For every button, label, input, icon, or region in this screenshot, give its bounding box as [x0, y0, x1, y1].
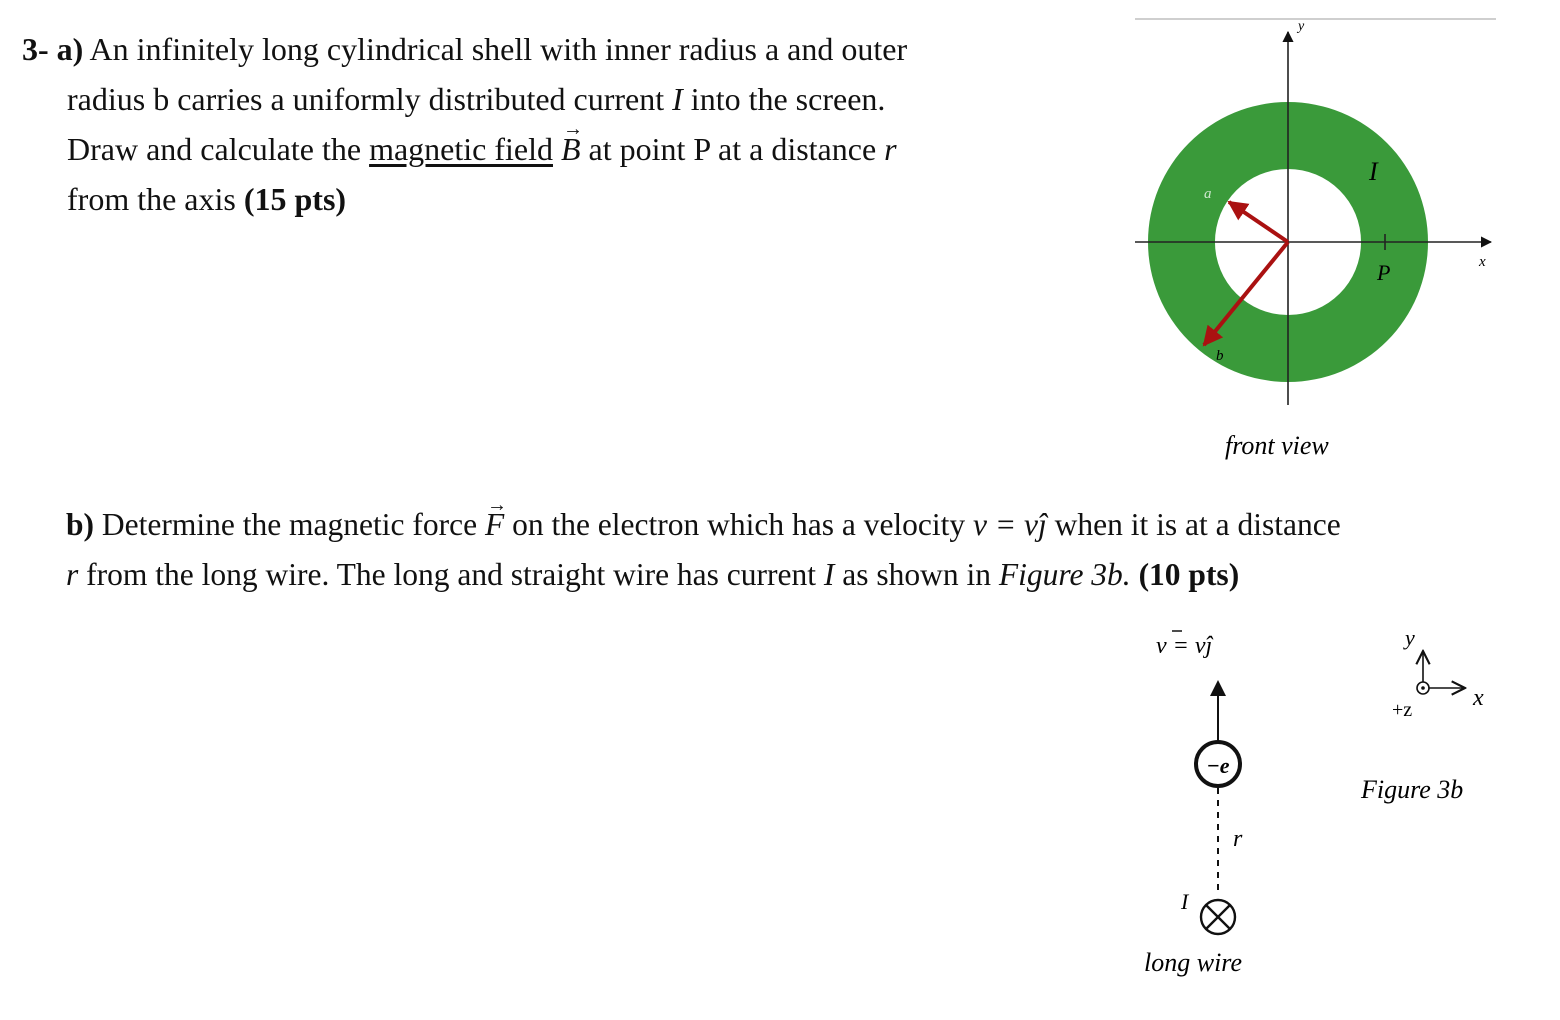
part-b-line2-mid: as shown in — [834, 557, 999, 592]
part-a-label: a) — [56, 31, 84, 67]
part-a-line2-pre: radius b carries a uniformly distributed current — [67, 81, 673, 117]
velocity-equation: v = vĵ — [973, 507, 1047, 542]
figure-reference: Figure 3b. — [998, 557, 1131, 592]
problem-number: 3- — [22, 31, 49, 67]
radius-a-arrow — [1229, 202, 1288, 242]
current-symbol-b: I — [823, 557, 835, 592]
part-b-line1-mid: on the electron which has a velocity — [504, 507, 974, 542]
part-a-line2-post: into the screen. — [682, 81, 886, 117]
axes-y-label: y — [1405, 625, 1415, 650]
b-vector-symbol: → B — [561, 124, 581, 174]
part-a-points: (15 pts) — [243, 181, 347, 217]
z-dot — [1421, 686, 1425, 690]
part-b-line1-post: when it is at a distance — [1046, 507, 1341, 542]
part-a-line4-pre: from the axis — [67, 181, 244, 217]
r-symbol: r — [884, 131, 897, 167]
wire-current-label: I — [1181, 889, 1189, 914]
part-a-line3-post: at point P at a distance — [580, 131, 885, 167]
axes-z-label: +z — [1392, 699, 1413, 721]
r-symbol-b: r — [66, 557, 79, 592]
label-current-i: I — [1369, 157, 1378, 186]
part-b-points: (10 pts) — [1138, 557, 1240, 592]
part-a-line3-pre: Draw and calculate the — [67, 131, 370, 167]
velocity-arrow-head — [1210, 680, 1226, 696]
current-symbol: I — [672, 81, 683, 117]
front-view-caption: front view — [1225, 431, 1329, 460]
distance-label-r: r — [1233, 826, 1243, 852]
figure-3b-label: Figure 3b — [1361, 775, 1464, 804]
label-b: b — [1216, 348, 1224, 364]
electron-label: −e — [1206, 753, 1230, 778]
long-wire-caption: long wire — [1144, 948, 1242, 977]
label-a: a — [1204, 186, 1212, 202]
part-a-line1-text: An infinitely long cylindrical shell with inner radius a and outer — [89, 31, 908, 67]
label-p: P — [1377, 260, 1391, 285]
f-vector-symbol: → F — [485, 500, 504, 550]
x-axis-label: x — [1479, 254, 1486, 270]
magnetic-field-underlined: magnetic field — [369, 131, 553, 167]
part-b-line1-pre: Determine the magnetic force — [94, 507, 485, 542]
part-b-line2-pre: from the long wire. The long and straight wire has current — [78, 557, 824, 592]
figure-b — [1144, 625, 1484, 977]
part-b-label: b) — [66, 507, 95, 542]
figure-a-front-view — [1135, 19, 1496, 460]
axes-x-label: x — [1473, 685, 1484, 711]
y-axis-label: y — [1298, 19, 1305, 34]
velocity-label: v = vĵ — [1156, 633, 1213, 659]
